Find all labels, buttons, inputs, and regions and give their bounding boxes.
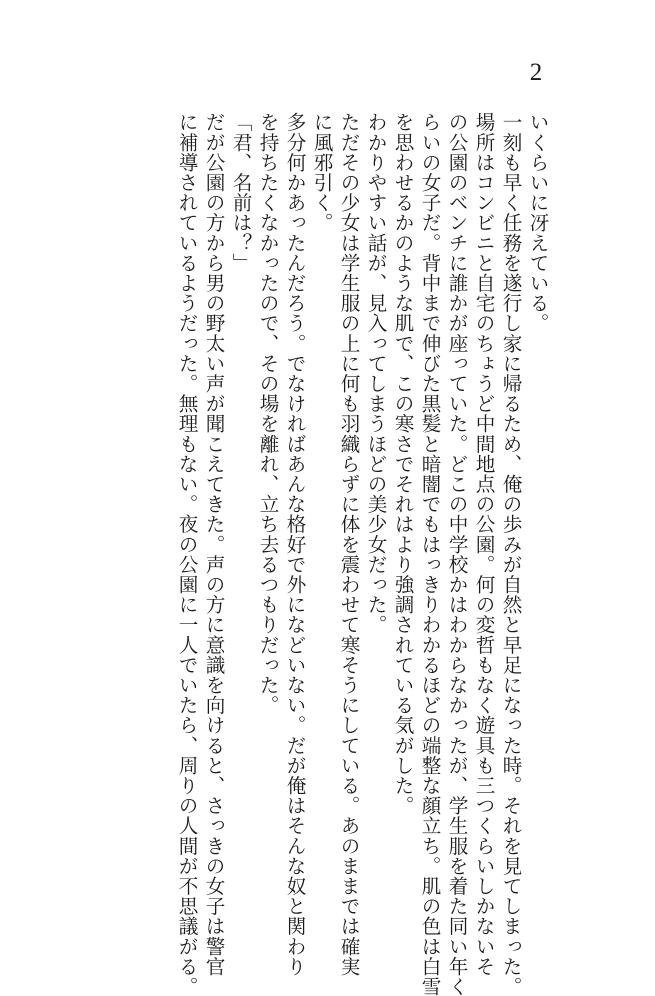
text-line: を思わせるかのような肌で、この寒さでそれはより強調されている気がした。 <box>391 112 414 816</box>
text-line: 「君、名前は？」 <box>229 112 252 273</box>
text-line: ただその少女は学生服の上に何も羽織らずに体を震わせて寒そうにしている。あのままでは確実 <box>337 112 360 977</box>
text-line: いくらいに冴えている。 <box>526 112 549 334</box>
text-line: だが公園の方から男の野太い声が聞こえてきた。声の方に意識を向けると、さっきの女子は警官 <box>202 112 225 977</box>
text-line: 一刻も早く任務を遂行し家に帰るため、俺の歩みが自然と早足になった時。それを見てしまった。 <box>499 112 522 996</box>
body-text <box>173 112 551 996</box>
text-line: の公園のベンチに誰かが座っていた。どこの中学校かはわからなかったが、学生服を着た同い年く <box>445 112 468 996</box>
text-line: を持ちたくなかったので、その場を離れ、立ち去るつもりだった。 <box>256 112 279 715</box>
page-number: 2 <box>529 59 543 86</box>
text-line: に風邪引く。 <box>310 112 333 233</box>
text-line: 多分何かあったんだろう。でなければあんな格好で外になどいない。だが俺はそんな奴と関わり <box>283 112 306 977</box>
text-line: 場所はコンビニと自宅のちょうど中間地点の公園。何の変哲もなく遊具も三つくらいしかないそ <box>472 112 495 977</box>
text-line: らいの女子だ。背中まで伸びた黒髪と暗闇でもはっきりわかるほどの端整な顔立ち。肌の色は白雪 <box>418 112 441 996</box>
text-line: に補導されているようだった。無理もない。夜の公園に一人でいたら、周りの人間が不思議がる。 <box>175 112 198 996</box>
text-line: わかりやすい話が、見入ってしまうほどの美少女だった。 <box>364 112 387 635</box>
